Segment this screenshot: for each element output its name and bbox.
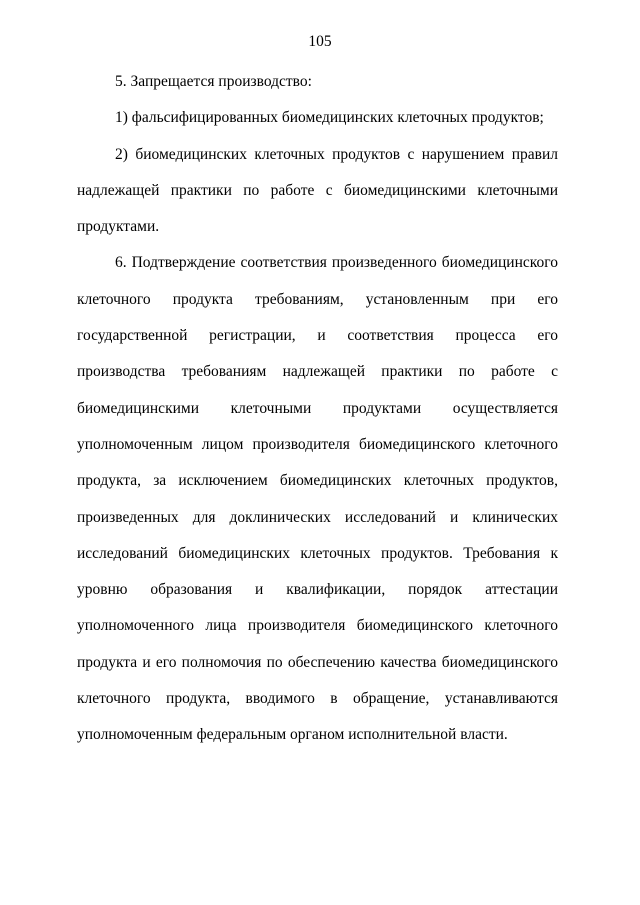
paragraph-item-6: 6. Подтверждение соответствия произведенного биомедицинского клеточного продукта требованиям, установленным при его государственной регистрации, и соответствия процесса его производства требованиям надлежащей практики по работе с биомедицинскими клеточными продуктами осуществляется уполномоченным лицом производителя биомедицинского клеточного продукта, за исключением биомедицинских клеточных продуктов, произведенных для доклинических исследований и клинических исследований биомедицинских клеточных продуктов. Требования к уровню образования и квалификации, порядок аттестации уполномоченного лица производителя биомедицинского клеточного продукта и его полномочия по обеспечению качества биомедицинского клеточного продукта, вводимого в обращение, устанавливаются уполномоченным федеральным органом исполнительной власти. [77,254,558,744]
paragraph-subitem-1: 1) фальсифицированных биомедицинских клеточных продуктов; [115,109,544,127]
paragraph-item-5: 5. Запрещается производство: [115,73,312,90]
paragraph-subitem-2: 2) биомедицинских клеточных продуктов с нарушением правил надлежащей практики по работе с биомедицинскими клеточными продуктами. [77,145,558,236]
page-number: 105 [308,33,332,50]
document-body [77,64,558,754]
